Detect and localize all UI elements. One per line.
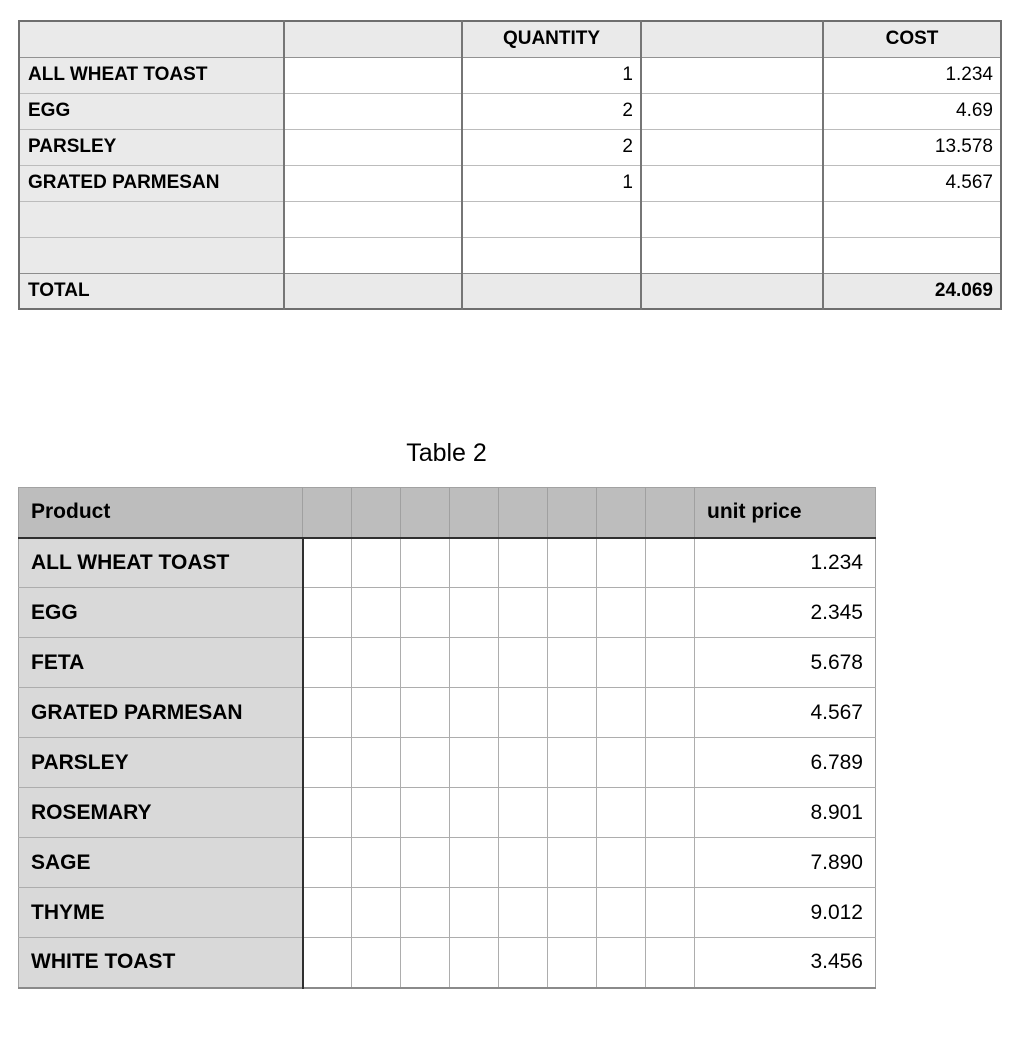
cost-cell [823,237,1001,273]
item-label-cell: PARSLEY [19,129,284,165]
item-label-cell [19,237,284,273]
blank-cell [284,93,462,129]
product-cell: WHITE TOAST [19,938,303,988]
blank-header-cell [548,488,597,538]
spacer-cell [646,738,695,788]
spacer-cell [499,938,548,988]
spacer-cell [499,888,548,938]
unit-price-header: unit price [695,488,876,538]
item-label-cell: GRATED PARMESAN [19,165,284,201]
unit-price-cell: 1.234 [695,538,876,588]
blank-header-cell [646,488,695,538]
spacer-cell [352,588,401,638]
spacer-cell [646,788,695,838]
spacer-cell [548,838,597,888]
unit-price-cell: 7.890 [695,838,876,888]
spacer-cell [450,738,499,788]
cost-cell: 13.578 [823,129,1001,165]
spacer-cell [303,538,352,588]
product-cell: GRATED PARMESAN [19,688,303,738]
spacer-cell [303,838,352,888]
spacer-cell [303,688,352,738]
table-row [19,165,1001,201]
spacer-cell [401,938,450,988]
spacer-cell [646,588,695,638]
blank-cell [284,273,462,309]
total-cost: 24.069 [823,273,1001,309]
unit-price-cell: 5.678 [695,638,876,688]
spacer-cell [499,738,548,788]
spacer-cell [352,638,401,688]
unit-price-cell: 2.345 [695,588,876,638]
spacer-cell [450,888,499,938]
table-row [19,938,876,988]
spacer-cell [548,638,597,688]
spacer-cell [597,738,646,788]
blank-header-cell [499,488,548,538]
quantity-cell: 1 [462,165,641,201]
table-row [19,838,876,888]
spacer-cell [352,888,401,938]
spacer-cell [450,538,499,588]
spacer-cell [548,738,597,788]
blank-cell [284,165,462,201]
cost-table-header-row [19,21,1001,57]
spacer-cell [352,938,401,988]
spacer-cell [597,688,646,738]
spacer-cell [646,888,695,938]
blank-cell [641,201,823,237]
spacer-cell [597,788,646,838]
spacer-cell [597,938,646,988]
product-cell: SAGE [19,838,303,888]
cost-cell: 1.234 [823,57,1001,93]
quantity-cell: 2 [462,129,641,165]
spacer-cell [401,888,450,938]
product-cell: ROSEMARY [19,788,303,838]
unit-price-cell: 4.567 [695,688,876,738]
cost-cell: 4.567 [823,165,1001,201]
blank-cell [641,165,823,201]
spacer-cell [303,738,352,788]
product-cell: THYME [19,888,303,938]
spacer-cell [450,588,499,638]
spacer-cell [303,638,352,688]
cost-cell [823,201,1001,237]
table-row [19,888,876,938]
blank-cell [641,273,823,309]
spacer-cell [499,588,548,638]
quantity-header: QUANTITY [462,21,641,57]
spacer-cell [548,588,597,638]
spacer-cell [352,788,401,838]
spacer-cell [548,888,597,938]
blank-header-cell [641,21,823,57]
spacer-cell [450,688,499,738]
table-row [19,201,1001,237]
table-row [19,738,876,788]
spacer-cell [597,588,646,638]
blank-cell [462,273,641,309]
spacer-cell [450,638,499,688]
spacer-cell [401,638,450,688]
price-table [18,487,876,989]
spacer-cell [499,538,548,588]
spacer-cell [548,538,597,588]
item-label-cell: ALL WHEAT TOAST [19,57,284,93]
table-row [19,57,1001,93]
spacer-cell [499,788,548,838]
spacer-cell [401,738,450,788]
spacer-cell [646,938,695,988]
product-cell: ALL WHEAT TOAST [19,538,303,588]
table-row [19,93,1001,129]
spacer-cell [597,888,646,938]
table-row [19,638,876,688]
total-row [19,273,1001,309]
spacer-cell [352,838,401,888]
blank-header-cell [284,21,462,57]
product-cell: EGG [19,588,303,638]
blank-cell [284,201,462,237]
table-row [19,237,1001,273]
blank-header-cell [19,21,284,57]
spacer-cell [499,688,548,738]
unit-price-cell: 3.456 [695,938,876,988]
quantity-cell: 2 [462,93,641,129]
spacer-cell [401,538,450,588]
product-cell: FETA [19,638,303,688]
blank-header-cell [450,488,499,538]
table2-title: Table 2 [406,439,487,467]
spacer-cell [303,888,352,938]
spacer-cell [352,688,401,738]
blank-cell [641,57,823,93]
item-label-cell [19,201,284,237]
cost-header: COST [823,21,1001,57]
unit-price-cell: 6.789 [695,738,876,788]
blank-cell [284,129,462,165]
blank-header-cell [352,488,401,538]
total-label: TOTAL [19,273,284,309]
spacer-cell [646,688,695,738]
spacer-cell [646,838,695,888]
spacer-cell [401,588,450,638]
cost-table [18,20,1002,310]
blank-cell [641,237,823,273]
spacer-cell [401,838,450,888]
table-row [19,688,876,738]
spacer-cell [646,638,695,688]
table-row [19,788,876,838]
blank-header-cell [401,488,450,538]
unit-price-cell: 8.901 [695,788,876,838]
spacer-cell [450,788,499,838]
blank-cell [641,93,823,129]
spacer-cell [597,638,646,688]
quantity-cell: 1 [462,57,641,93]
spacer-cell [597,538,646,588]
spacer-cell [548,688,597,738]
spacer-cell [597,838,646,888]
unit-price-cell: 9.012 [695,888,876,938]
spacer-cell [303,788,352,838]
spacer-cell [352,538,401,588]
blank-cell [284,237,462,273]
blank-cell [284,57,462,93]
blank-cell [641,129,823,165]
quantity-cell [462,201,641,237]
spacer-cell [499,638,548,688]
spacer-cell [646,538,695,588]
table-row [19,538,876,588]
spacer-cell [548,938,597,988]
product-header: Product [19,488,303,538]
spacer-cell [401,688,450,738]
item-label-cell: EGG [19,93,284,129]
spacer-cell [401,788,450,838]
blank-header-cell [597,488,646,538]
spacer-cell [303,588,352,638]
spacer-cell [450,938,499,988]
spacer-cell [499,838,548,888]
spacer-cell [450,838,499,888]
table-row [19,588,876,638]
blank-header-cell [303,488,352,538]
cost-cell: 4.69 [823,93,1001,129]
table-row [19,129,1001,165]
spacer-cell [303,938,352,988]
spacer-cell [548,788,597,838]
product-cell: PARSLEY [19,738,303,788]
spacer-cell [352,738,401,788]
price-table-header-row [19,488,876,538]
quantity-cell [462,237,641,273]
